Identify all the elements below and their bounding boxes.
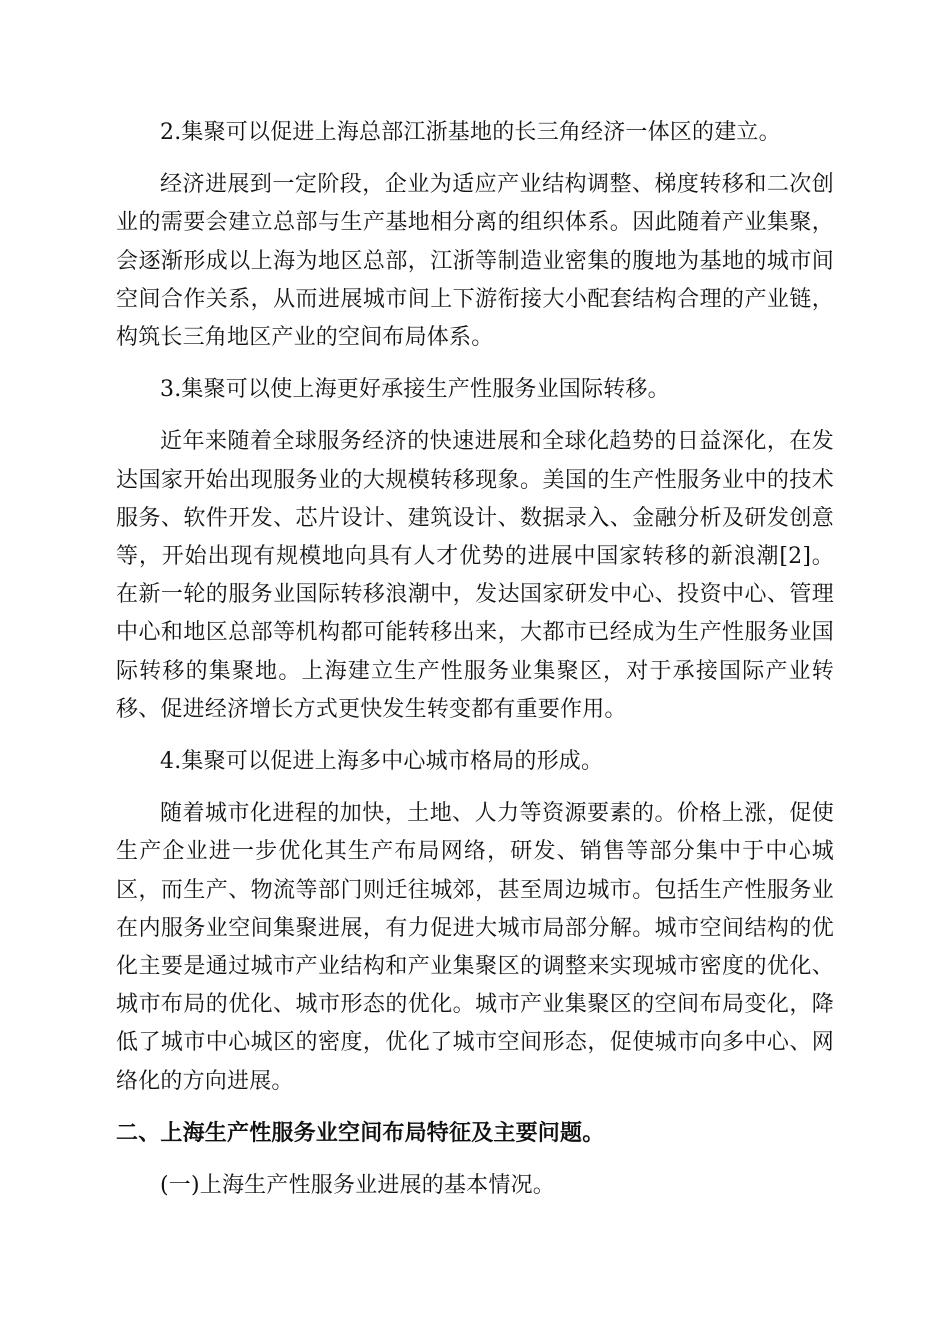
subheading-basic-situation: (一)上海生产性服务业进展的基本情况。 <box>160 1173 555 1199</box>
section-title-2: 二、上海生产性服务业空间布局特征及主要问题。 <box>116 1120 605 1146</box>
paragraph-multi-center-city: 随着城市化进程的加快，土地、人力等资源要素的。价格上涨，促使生产企业进一步优化其生产布局网络，研发、销售等部分集中于中心城区，而生产、物流等部门则迁往城郊，甚至周边城市。包括生产性服务业在内服务业空间集聚进展，有力促进大城市局部分解。城市空间结构的优化主要是通过城市产业结构和产业集聚区的调整来实现城市密度的优化、城市布局的优化、城市形态的优化。城市产业集聚区的空间布局变化，降低了城市中心城区的密度，优化了城市空间形态，促使城市向多中心、网络化的方向进展。 <box>116 801 834 1094</box>
paragraph-international-transfer: 近年来随着全球服务经济的快速进展和全球化趋势的日益深化，在发达国家开始出现服务业的大规模转移现象。美国的生产性服务业中的技术服务、软件开发、芯片设计、建筑设计、数据录入、金融分析及研发创意等，开始出现有规模地向具有人才优势的进展中国家转移的新浪潮[2]。在新一轮的服务业国际转移浪潮中，发达国家研发中心、投资中心、管理中心和地区总部等机构都可能转移出来，大都市已经成为生产性服务业国际转移的集聚地。上海建立生产性服务业集聚区，对于承接国际产业转移、促进经济增长方式更快发生转变都有重要作用。 <box>116 429 834 722</box>
subheading-point-4: 4.集聚可以促进上海多中心城市格局的形成。 <box>160 749 604 775</box>
subheading-point-3: 3.集聚可以使上海更好承接生产性服务业国际转移。 <box>160 377 670 403</box>
paragraph-headquarters-base: 经济进展到一定阶段，企业为适应产业结构调整、梯度转移和二次创业的需要会建立总部与生产基地相分离的组织体系。因此随着产业集聚，会逐渐形成以上海为地区总部，江浙等制造业密集的腹地为基地的城市间空间合作关系，从而进展城市间上下游衔接大小配套结构合理的产业链，构筑长三角地区产业的空间布局体系。 <box>116 172 834 351</box>
subheading-point-2: 2.集聚可以促进上海总部江浙基地的长三角经济一体区的建立。 <box>160 120 781 145</box>
document-body <box>116 114 834 1219</box>
